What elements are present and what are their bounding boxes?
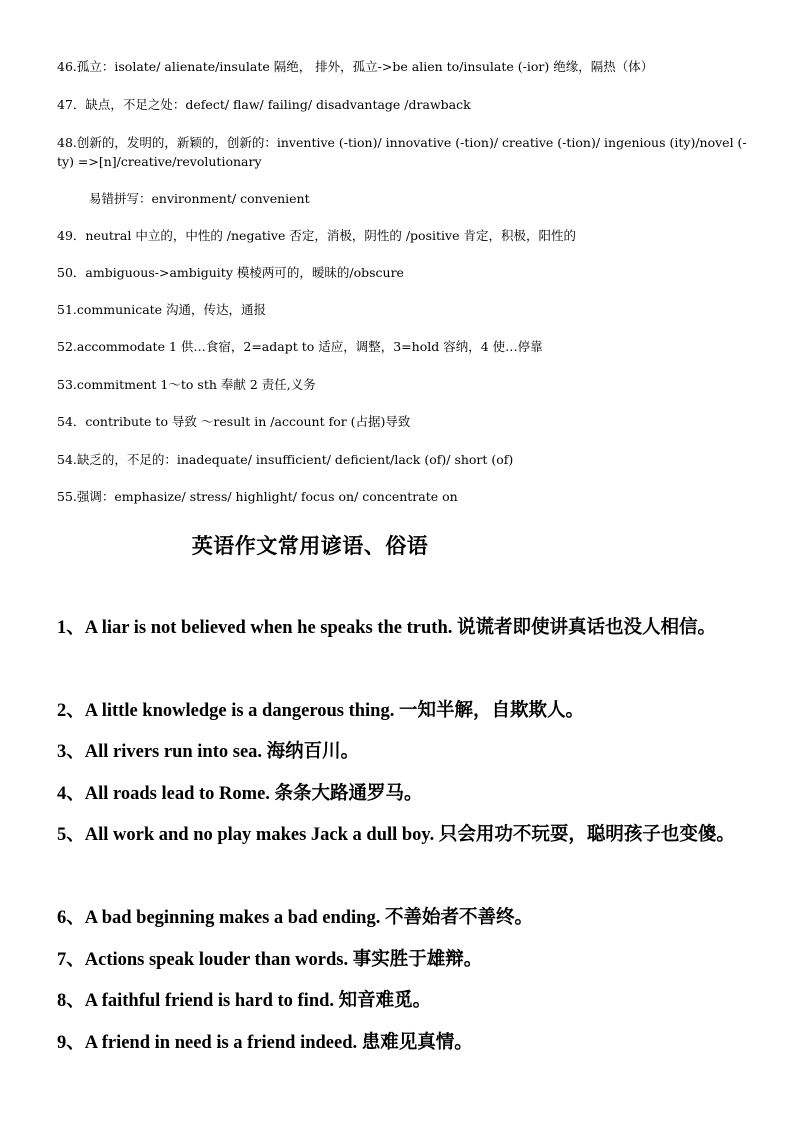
vocab-item-55: 55.强调：emphasize/ stress/ highlight/ focus on/ concentrate on — [57, 489, 458, 504]
vocab-item-51: 51.communicate 沟通，传达，通报 — [57, 302, 267, 317]
vocab-item-53: 53.commitment 1～to sth 奉献 2 责任,义务 — [57, 377, 316, 392]
vocab-item-50: 50．ambiguous->ambiguity 模棱两可的，暧昧的/obscure — [57, 265, 404, 280]
vocab-spelling-note: 易错拼写：environment/ convenient — [89, 191, 310, 206]
proverb-item-6: 6、A bad beginning makes a bad ending. 不善始者不善终。 — [57, 908, 533, 928]
proverb-item-1: 1、A liar is not believed when he speaks the truth. 说谎者即使讲真话也没人相信。 — [57, 618, 717, 638]
vocab-item-48: 48.创新的，发明的，新颖的，创新的：inventive (-tion)/ innovative (-tion)/ creative (-tion)/ ingenious (ity)/novel (-ty) =>[n]/creative/revolutionary — [57, 135, 747, 169]
vocab-item-54b: 54.缺乏的，不足的：inadequate/ insufficient/ deficient/lack (of)/ short (of) — [57, 452, 514, 467]
proverb-item-7: 7、Actions speak louder than words. 事实胜于雄辩。 — [57, 950, 483, 970]
proverb-item-5: 5、All work and no play makes Jack a dull boy. 只会用功不玩耍，聪明孩子也变傻。 — [57, 825, 735, 845]
vocab-item-46: 46.孤立：isolate/ alienate/insulate 隔绝， 排外，孤立->be alien to/insulate (-ior) 绝缘，隔热（体） — [57, 59, 654, 74]
proverb-item-2: 2、A little knowledge is a dangerous thing. 一知半解，自欺欺人。 — [57, 701, 584, 721]
section-title: 英语作文常用谚语、俗语 — [191, 533, 429, 558]
vocab-item-52: 52.accommodate 1 供…食宿，2=adapt to 适应，调整，3=hold 容纳，4 使…停靠 — [57, 339, 543, 354]
vocab-item-47: 47．缺点，不足之处：defect/ flaw/ failing/ disadvantage /drawback — [57, 97, 471, 112]
vocab-item-49: 49．neutral 中立的，中性的 /negative 否定，消极，阴性的 /positive 肯定，积极，阳性的 — [57, 228, 576, 243]
vocab-item-54: 54．contribute to 导致 ～result in /account for (占据)导致 — [57, 414, 411, 429]
proverb-item-9: 9、A friend in need is a friend indeed. 患难见真情。 — [57, 1033, 473, 1053]
proverb-item-4: 4、All roads lead to Rome. 条条大路通罗马。 — [57, 784, 423, 804]
proverb-item-8: 8、A faithful friend is hard to find. 知音难觅。 — [57, 991, 432, 1011]
proverb-item-3: 3、All rivers run into sea. 海纳百川。 — [57, 742, 360, 762]
